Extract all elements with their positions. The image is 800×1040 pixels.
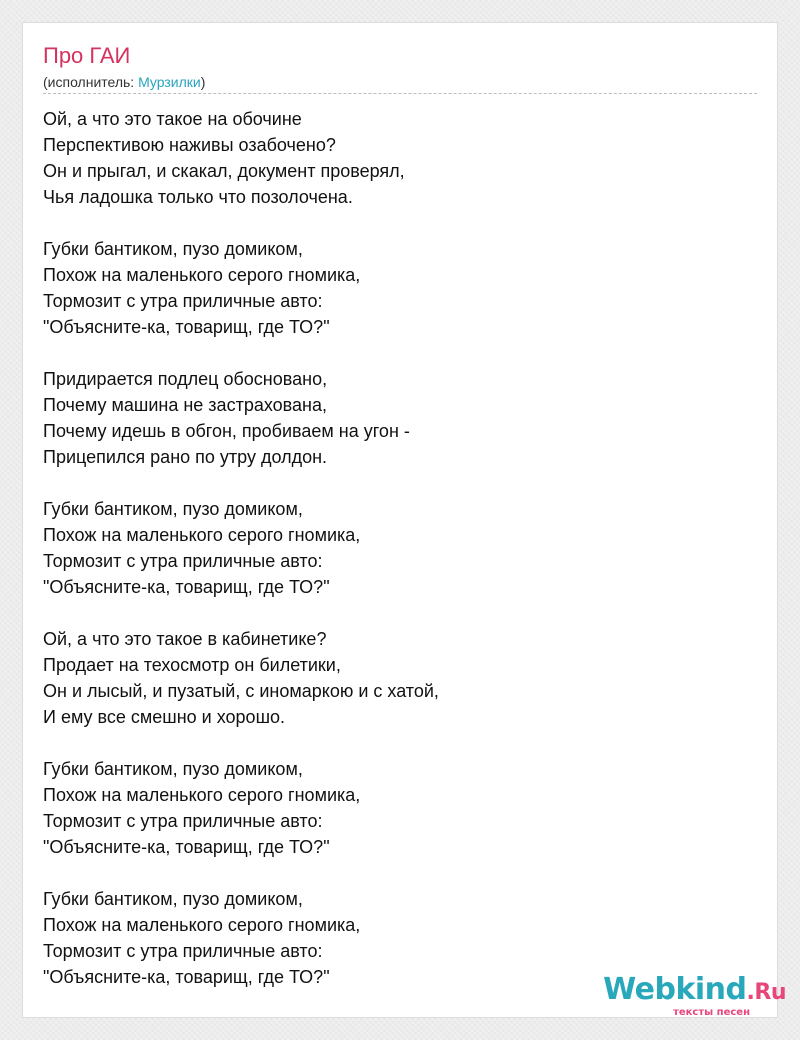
lyric-line: Он и прыгал, и скакал, документ проверял, [43,161,405,181]
lyrics-card [22,22,778,1018]
artist-link[interactable]: Мурзилки [138,74,201,90]
lyric-line: Губки бантиком, пузо домиком, [43,499,303,519]
lyric-line: Похож на маленького серого гномика, [43,525,361,545]
lyric-line: Похож на маленького серого гномика, [43,915,361,935]
song-title: Про ГАИ [43,43,131,68]
lyric-line: Тормозит с утра приличные авто: [43,811,323,831]
stanza-6 [43,756,743,860]
title-divider [43,93,757,94]
logo-wordmark [603,972,786,1011]
logo-tld: .Ru [746,980,786,1005]
artist-suffix: ) [200,74,206,90]
lyric-line: "Объясните-ка, товарищ, где ТО?" [43,967,330,987]
lyric-line: "Объясните-ка, товарищ, где ТО?" [43,837,330,857]
lyric-line: Ой, а что это такое на обочине [43,109,302,129]
lyric-line: Продает на техосмотр он билетики, [43,655,341,675]
lyric-line: "Объясните-ка, товарищ, где ТО?" [43,577,330,597]
lyric-line: Прицепился рано по утру долдон. [43,447,328,467]
stanza-1 [43,106,743,210]
stanza-4 [43,496,743,600]
logo-name: Webkind [603,972,747,1007]
lyric-line: "Объясните-ка, товарищ, где ТО?" [43,317,330,337]
lyric-line: Почему машина не застрахована, [43,395,327,415]
lyric-line: Похож на маленького серого гномика, [43,785,361,805]
lyric-line: Почему идешь в обгон, пробиваем на угон - [43,421,410,441]
lyric-line: Он и лысый, и пузатый, с иномаркою и с хатой, [43,681,439,701]
artist-line [43,73,205,91]
lyric-line: Перспективою наживы озабочено? [43,135,336,155]
logo-tagline: тексты песен [673,1007,750,1018]
lyric-line: Губки бантиком, пузо домиком, [43,239,303,259]
lyric-line: Ой, а что это такое в кабинетике? [43,629,327,649]
webkind-logo[interactable] [586,972,786,1024]
lyrics-body [43,106,743,1016]
lyric-line: Тормозит с утра приличные авто: [43,941,323,961]
lyric-line: Похож на маленького серого гномика, [43,265,361,285]
stanza-3 [43,366,743,470]
stanza-5 [43,626,743,730]
lyric-line: Губки бантиком, пузо домиком, [43,889,303,909]
stanza-2 [43,236,743,340]
lyric-line: Губки бантиком, пузо домиком, [43,759,303,779]
lyric-line: Тормозит с утра приличные авто: [43,551,323,571]
lyric-line: И ему все смешно и хорошо. [43,707,286,727]
lyric-line: Тормозит с утра приличные авто: [43,291,323,311]
lyric-line: Придирается подлец обосновано, [43,369,328,389]
artist-prefix: (исполнитель: [43,74,139,90]
lyric-line: Чья ладошка только что позолочена. [43,187,353,207]
